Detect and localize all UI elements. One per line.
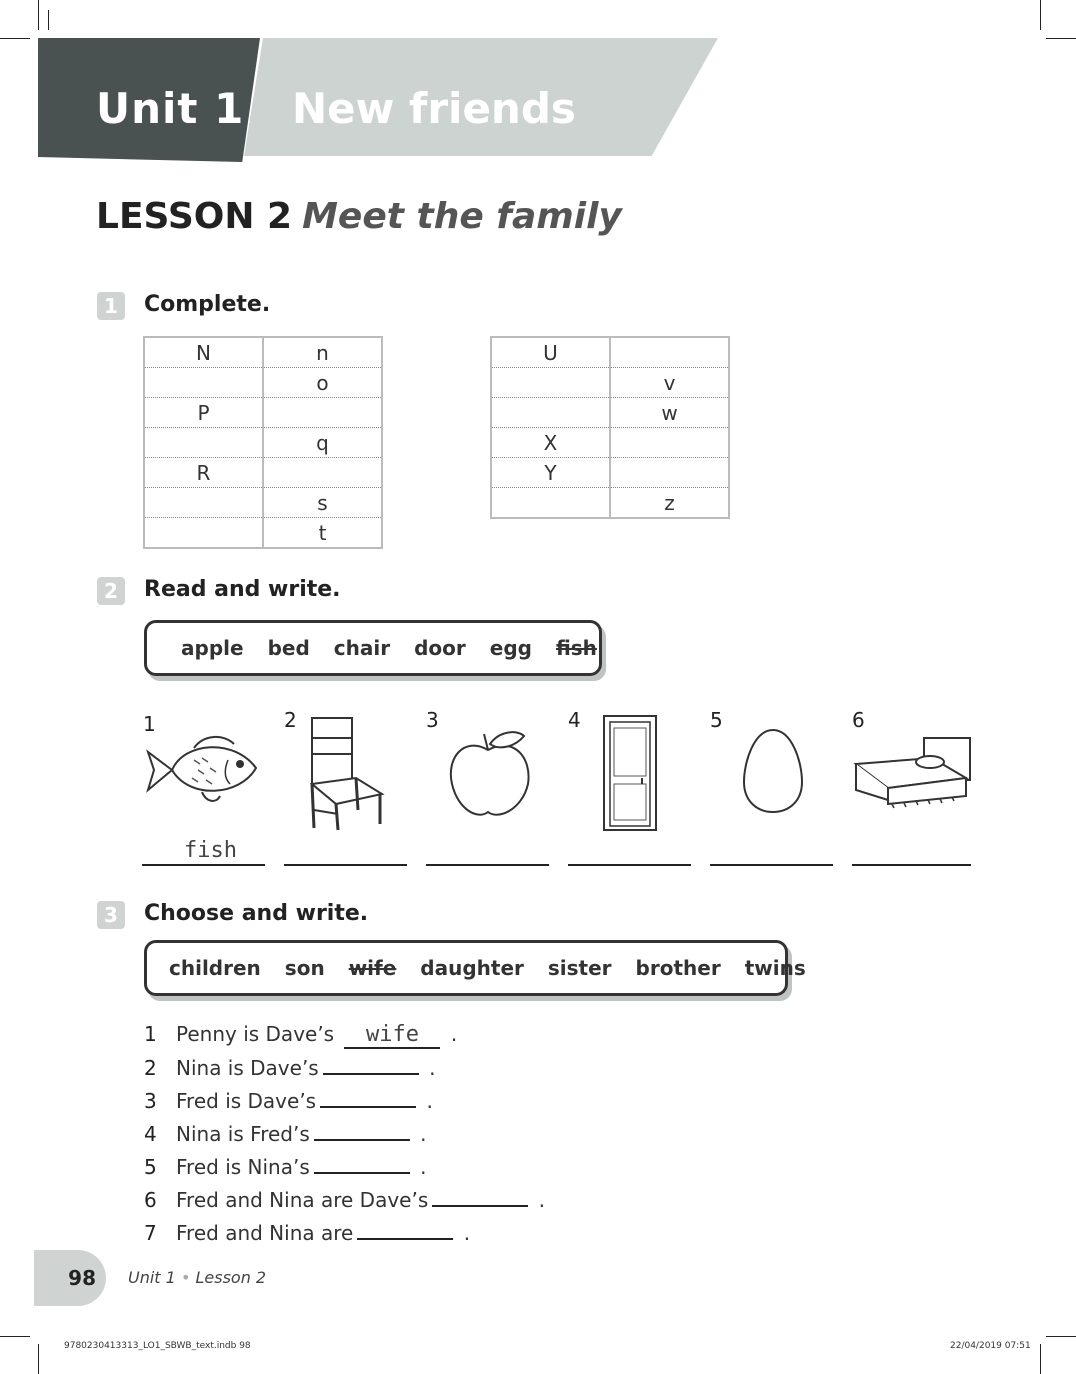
table-cell[interactable] xyxy=(610,458,729,488)
word-bed: bed xyxy=(267,636,310,660)
question-text: Fred is Nina’s xyxy=(176,1155,310,1179)
table-cell[interactable]: R xyxy=(144,458,263,488)
word-daughter: daughter xyxy=(420,956,524,980)
question-row xyxy=(144,1155,426,1179)
table-cell[interactable]: w xyxy=(610,398,729,428)
answer-fish: fish xyxy=(184,838,237,863)
apple-icon xyxy=(444,728,534,820)
table-cell[interactable] xyxy=(263,398,382,428)
answer-line[interactable] xyxy=(710,864,833,866)
word-chair: chair xyxy=(333,636,391,660)
unit-name: New friends xyxy=(292,84,576,133)
answer-line[interactable] xyxy=(852,864,971,866)
word-twins: twins xyxy=(744,956,806,980)
unit-label: Unit 1 xyxy=(96,84,245,133)
question-text: Fred and Nina are Dave’s xyxy=(176,1188,429,1212)
picture-number: 5 xyxy=(710,708,723,732)
table-row xyxy=(491,458,729,488)
alphabet-table-2 xyxy=(490,336,730,519)
question-number: 2 xyxy=(144,1056,157,1080)
bed-icon xyxy=(852,734,974,810)
footer-separator: • xyxy=(180,1268,191,1287)
print-file-info: 9780230413313_LO1_SBWB_text.indb 98 xyxy=(64,1341,251,1351)
page-number: 98 xyxy=(34,1250,106,1306)
table-cell[interactable]: v xyxy=(610,368,729,398)
word-bank-3 xyxy=(144,940,806,996)
picture-number: 1 xyxy=(143,712,156,736)
end-mark: . xyxy=(463,1221,471,1245)
exercise-2-number: 2 xyxy=(97,577,125,605)
picture-number: 4 xyxy=(568,708,581,732)
exercise-3-instruction: Choose and write. xyxy=(144,901,369,926)
word-egg: egg xyxy=(489,636,532,660)
table-row xyxy=(491,368,729,398)
table-cell[interactable]: P xyxy=(144,398,263,428)
exercise-1-instruction: Complete. xyxy=(144,292,271,317)
word-wife-crossed: wife xyxy=(348,956,397,980)
answer-line[interactable] xyxy=(284,864,407,866)
question-text: Fred and Nina are xyxy=(176,1221,354,1245)
table-row xyxy=(144,337,382,368)
answer-wife: wife xyxy=(365,1022,419,1047)
question-number: 6 xyxy=(144,1188,157,1212)
question-text: Nina is Fred’s xyxy=(176,1122,310,1146)
table-cell[interactable]: o xyxy=(263,368,382,398)
question-number: 5 xyxy=(144,1155,157,1179)
footer-lesson: Lesson 2 xyxy=(195,1268,267,1287)
alphabet-table-1 xyxy=(143,336,383,549)
end-mark: . xyxy=(450,1022,458,1046)
word-apple: apple xyxy=(181,636,244,660)
answer-line[interactable] xyxy=(568,864,691,866)
footer-reference xyxy=(128,1268,266,1287)
table-cell[interactable]: t xyxy=(263,518,382,549)
table-cell[interactable] xyxy=(491,488,610,519)
question-number: 1 xyxy=(144,1022,157,1046)
crop-mark xyxy=(38,0,39,30)
exercise-1-number: 1 xyxy=(97,292,125,320)
exercise-2-instruction: Read and write. xyxy=(144,577,341,602)
print-date-info: 22/04/2019 07:51 xyxy=(950,1341,1031,1351)
table-cell[interactable] xyxy=(144,488,263,518)
end-mark: . xyxy=(538,1188,545,1212)
crop-mark xyxy=(38,1344,39,1374)
question-number: 7 xyxy=(144,1221,157,1245)
question-row xyxy=(144,1221,470,1245)
question-row xyxy=(144,1122,426,1146)
table-cell[interactable] xyxy=(610,428,729,458)
crop-mark xyxy=(1040,1344,1041,1374)
lesson-title: Meet the family xyxy=(302,196,622,237)
table-row xyxy=(491,337,729,368)
question-row xyxy=(144,1056,435,1080)
table-cell[interactable]: z xyxy=(610,488,729,519)
table-cell[interactable] xyxy=(144,428,263,458)
word-sister: sister xyxy=(547,956,612,980)
word-son: son xyxy=(284,956,325,980)
word-brother: brother xyxy=(635,956,721,980)
table-cell[interactable]: n xyxy=(263,337,382,368)
lesson-heading xyxy=(96,196,622,237)
crop-mark xyxy=(1040,0,1041,30)
crop-mark xyxy=(1046,1336,1076,1337)
table-row xyxy=(144,368,382,398)
table-row xyxy=(144,488,382,518)
word-door: door xyxy=(414,636,466,660)
table-cell[interactable]: Y xyxy=(491,458,610,488)
footer-unit: Unit 1 xyxy=(128,1268,176,1287)
table-cell[interactable]: s xyxy=(263,488,382,518)
end-mark: . xyxy=(429,1056,436,1080)
crop-mark xyxy=(0,1336,30,1337)
crop-mark xyxy=(48,10,49,30)
chair-icon xyxy=(300,714,390,832)
word-fish-crossed: fish xyxy=(555,636,597,660)
table-cell[interactable]: N xyxy=(144,337,263,368)
table-cell[interactable]: q xyxy=(263,428,382,458)
table-cell[interactable] xyxy=(610,337,729,368)
question-number: 4 xyxy=(144,1122,157,1146)
question-text: Fred is Dave’s xyxy=(176,1089,317,1113)
table-row xyxy=(144,398,382,428)
table-row xyxy=(491,428,729,458)
fish-icon xyxy=(144,730,262,810)
table-row xyxy=(491,398,729,428)
answer-blank[interactable] xyxy=(320,1092,416,1108)
table-cell[interactable] xyxy=(144,518,263,549)
egg-icon xyxy=(740,726,806,816)
table-cell[interactable] xyxy=(491,368,610,398)
table-row xyxy=(491,488,729,519)
table-cell[interactable] xyxy=(263,458,382,488)
question-number: 3 xyxy=(144,1089,157,1113)
question-row xyxy=(144,1022,457,1049)
table-cell[interactable]: U xyxy=(491,337,610,368)
end-mark: . xyxy=(420,1122,427,1146)
answer-blank[interactable] xyxy=(323,1059,419,1075)
table-cell[interactable] xyxy=(144,368,263,398)
answer-blank[interactable] xyxy=(357,1224,453,1240)
answer-blank[interactable] xyxy=(344,1022,440,1049)
picture-number: 3 xyxy=(426,708,439,732)
answer-blank[interactable] xyxy=(314,1125,410,1141)
table-cell[interactable] xyxy=(491,398,610,428)
table-row xyxy=(144,518,382,549)
lesson-label: LESSON 2 xyxy=(96,196,293,237)
answer-line[interactable] xyxy=(142,864,265,866)
word-bank-2 xyxy=(144,620,602,676)
question-row xyxy=(144,1089,433,1113)
picture-number: 2 xyxy=(284,708,297,732)
question-text: Penny is Dave’s xyxy=(176,1022,335,1046)
crop-mark xyxy=(0,38,30,39)
question-text: Nina is Dave’s xyxy=(176,1056,319,1080)
picture-number: 6 xyxy=(852,708,865,732)
exercise-3-number: 3 xyxy=(97,901,125,929)
answer-blank[interactable] xyxy=(432,1191,528,1207)
table-cell[interactable]: X xyxy=(491,428,610,458)
question-row xyxy=(144,1188,545,1212)
answer-line[interactable] xyxy=(426,864,549,866)
word-children: children xyxy=(169,956,261,980)
crop-mark xyxy=(1046,38,1076,39)
door-icon xyxy=(602,714,658,832)
end-mark: . xyxy=(426,1089,433,1113)
table-row xyxy=(144,428,382,458)
table-row xyxy=(144,458,382,488)
answer-blank[interactable] xyxy=(314,1158,410,1174)
end-mark: . xyxy=(420,1155,427,1179)
